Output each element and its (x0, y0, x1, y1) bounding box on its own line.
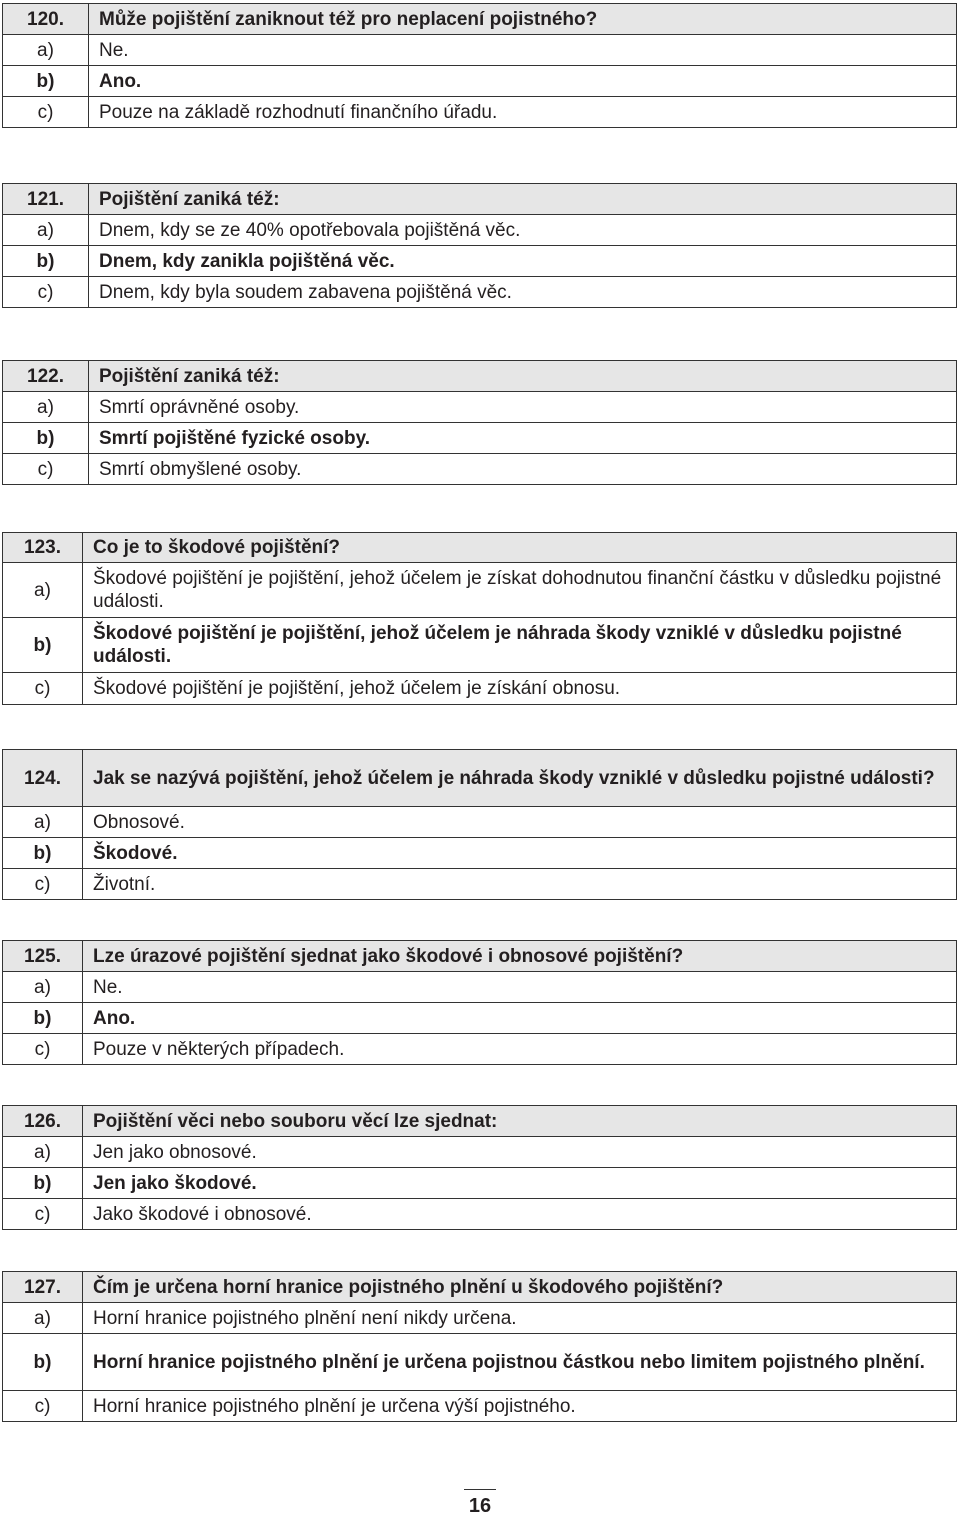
answer-letter: b) (3, 1334, 83, 1391)
answer-text: Pouze na základě rozhodnutí finančního úřadu. (89, 97, 957, 128)
answer-text: Horní hranice pojistného plnění není nikdy určena. (83, 1303, 957, 1334)
question-block-126 (2, 1105, 957, 1230)
question-row (3, 750, 957, 807)
answer-row-a (3, 215, 957, 246)
answer-letter: c) (3, 1034, 83, 1065)
answer-row-a (3, 563, 957, 618)
question-text: Jak se nazývá pojištění, jehož účelem je náhrada škody vzniklé v důsledku pojistné události? (83, 750, 957, 807)
answer-row-b-correct (3, 246, 957, 277)
answer-row-b-correct (3, 1003, 957, 1034)
answer-text: Dnem, kdy se ze 40% opotřebovala pojištěná věc. (89, 215, 957, 246)
question-number: 123. (3, 533, 83, 563)
answer-text: Smrtí oprávněné osoby. (89, 392, 957, 423)
question-text: Lze úrazové pojištění sjednat jako škodové i obnosové pojištění? (83, 941, 957, 972)
answer-text: Škodové pojištění je pojištění, jehož účelem je získání obnosu. (83, 673, 957, 705)
question-block-125 (2, 940, 957, 1065)
answer-letter: c) (3, 454, 89, 485)
answer-row-a (3, 807, 957, 838)
question-block-124 (2, 749, 957, 900)
answer-row-b-correct (3, 1168, 957, 1199)
answer-row-a (3, 392, 957, 423)
question-text: Čím je určena horní hranice pojistného plnění u škodového pojištění? (83, 1272, 957, 1303)
question-number: 126. (3, 1106, 83, 1137)
question-number: 125. (3, 941, 83, 972)
answer-letter: a) (3, 972, 83, 1003)
answer-text: Dnem, kdy byla soudem zabavena pojištěná věc. (89, 277, 957, 308)
answer-text: Obnosové. (83, 807, 957, 838)
question-number: 120. (3, 4, 89, 35)
question-text: Pojištění věci nebo souboru věcí lze sjednat: (83, 1106, 957, 1137)
answer-row-c (3, 1391, 957, 1422)
answer-row-a (3, 1137, 957, 1168)
answer-letter: b) (3, 1003, 83, 1034)
answer-row-c (3, 1034, 957, 1065)
answer-row-c (3, 454, 957, 485)
answer-text: Jako škodové i obnosové. (83, 1199, 957, 1230)
answer-row-c (3, 673, 957, 705)
page-number: 16 (468, 1495, 492, 1517)
answer-row-b-correct (3, 1334, 957, 1391)
answer-letter: b) (3, 66, 89, 97)
question-number: 127. (3, 1272, 83, 1303)
question-row (3, 1106, 957, 1137)
answer-row-b-correct (3, 423, 957, 454)
question-number: 122. (3, 361, 89, 392)
question-row (3, 184, 957, 215)
answer-letter: a) (3, 392, 89, 423)
answer-row-a (3, 35, 957, 66)
answer-row-b-correct (3, 838, 957, 869)
question-row (3, 533, 957, 563)
answer-text: Smrtí pojištěné fyzické osoby. (89, 423, 957, 454)
page-number-rule (464, 1489, 496, 1490)
answer-letter: c) (3, 97, 89, 128)
question-row (3, 941, 957, 972)
answer-letter: a) (3, 563, 83, 618)
answer-letter: a) (3, 807, 83, 838)
answer-letter: b) (3, 838, 83, 869)
answer-letter: b) (3, 1168, 83, 1199)
answer-text: Škodové pojištění je pojištění, jehož účelem je náhrada škody vzniklé v důsledku pojistné události. (83, 618, 957, 673)
answer-row-b-correct (3, 618, 957, 673)
answer-text: Životní. (83, 869, 957, 900)
answer-letter: a) (3, 35, 89, 66)
answer-letter: c) (3, 673, 83, 705)
question-text: Pojištění zaniká též: (89, 361, 957, 392)
question-row (3, 361, 957, 392)
answer-text: Ano. (83, 1003, 957, 1034)
question-text: Co je to škodové pojištění? (83, 533, 957, 563)
answer-row-b-correct (3, 66, 957, 97)
question-row (3, 4, 957, 35)
answer-text: Smrtí obmyšlené osoby. (89, 454, 957, 485)
answer-letter: a) (3, 1137, 83, 1168)
answer-text: Horní hranice pojistného plnění je určena pojistnou částkou nebo limitem pojistného plnění. (83, 1334, 957, 1391)
answer-row-a (3, 972, 957, 1003)
answer-text: Horní hranice pojistného plnění je určena výší pojistného. (83, 1391, 957, 1422)
answer-letter: b) (3, 618, 83, 673)
answer-row-c (3, 1199, 957, 1230)
question-text: Pojištění zaniká též: (89, 184, 957, 215)
answer-text: Jen jako škodové. (83, 1168, 957, 1199)
answer-letter: c) (3, 1199, 83, 1230)
answer-text: Ano. (89, 66, 957, 97)
question-block-123 (2, 532, 957, 705)
answer-letter: b) (3, 246, 89, 277)
answer-text: Škodové. (83, 838, 957, 869)
answer-text: Ne. (89, 35, 957, 66)
question-block-127 (2, 1271, 957, 1422)
answer-letter: a) (3, 215, 89, 246)
answer-row-a (3, 1303, 957, 1334)
answer-text: Pouze v některých případech. (83, 1034, 957, 1065)
answer-text: Dnem, kdy zanikla pojištěná věc. (89, 246, 957, 277)
answer-row-c (3, 277, 957, 308)
question-block-121 (2, 183, 957, 308)
question-row (3, 1272, 957, 1303)
question-block-122 (2, 360, 957, 485)
answer-text: Jen jako obnosové. (83, 1137, 957, 1168)
answer-letter: a) (3, 1303, 83, 1334)
answer-letter: c) (3, 277, 89, 308)
answer-text: Škodové pojištění je pojištění, jehož účelem je získat dohodnutou finanční částku v důsledku pojistné události. (83, 563, 957, 618)
answer-letter: b) (3, 423, 89, 454)
answer-letter: c) (3, 869, 83, 900)
question-number: 124. (3, 750, 83, 807)
question-number: 121. (3, 184, 89, 215)
answer-letter: c) (3, 1391, 83, 1422)
question-block-120 (2, 3, 957, 128)
question-text: Může pojištění zaniknout též pro neplacení pojistného? (89, 4, 957, 35)
answer-row-c (3, 97, 957, 128)
answer-text: Ne. (83, 972, 957, 1003)
answer-row-c (3, 869, 957, 900)
